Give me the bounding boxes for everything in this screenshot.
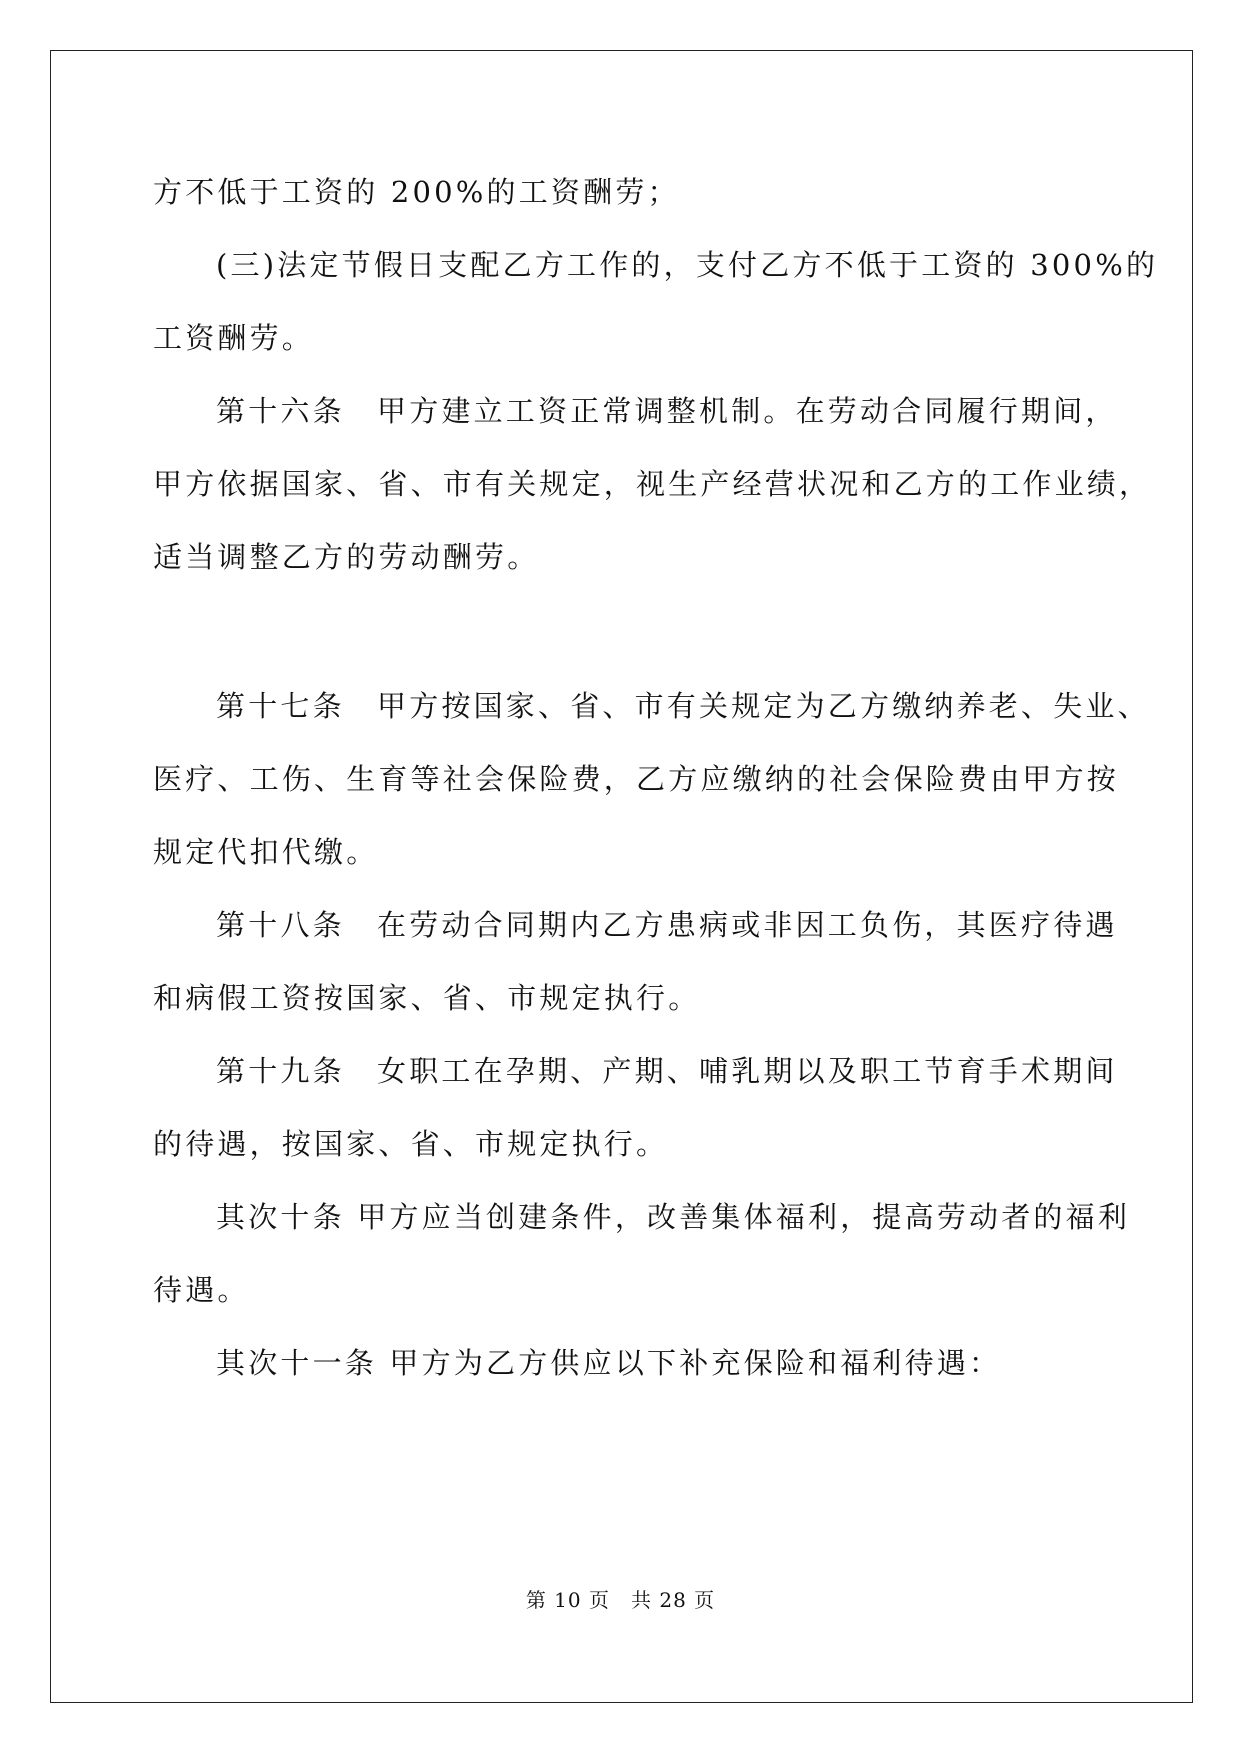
body-text-line: 甲方依据国家、省、市有关规定，视生产经营状况和乙方的工作业绩， <box>153 467 1152 501</box>
body-text-line: 规定代扣代缴。 <box>153 835 379 869</box>
article-21-heading-line: 其次十一条 甲方为乙方供应以下补充保险和福利待遇： <box>216 1346 1002 1380</box>
page-number-footer: 第 10 页 共 28 页 <box>525 1588 716 1612</box>
body-text-line: 医疗、工伤、生育等社会保险费，乙方应缴纳的社会保险费由甲方按 <box>153 762 1120 796</box>
article-20-heading-line: 其次十条 甲方应当创建条件，改善集体福利，提高劳动者的福利 <box>216 1200 1131 1234</box>
body-text-line: 的待遇，按国家、省、市规定执行。 <box>153 1127 669 1161</box>
body-text-line: (三)法定节假日支配乙方工作的，支付乙方不低于工资的 300%的 <box>216 248 1159 282</box>
article-17-heading-line: 第十七条 甲方按国家、省、市有关规定为乙方缴纳养老、失业、 <box>216 689 1150 723</box>
body-text-line: 方不低于工资的 200%的工资酬劳； <box>153 175 680 209</box>
body-text-line: 待遇。 <box>153 1273 250 1307</box>
body-text-line: 适当调整乙方的劳动酬劳。 <box>153 540 540 574</box>
body-text-line: 和病假工资按国家、省、市规定执行。 <box>153 981 701 1015</box>
article-16-heading-line: 第十六条 甲方建立工资正常调整机制。在劳动合同履行期间， <box>216 394 1118 428</box>
article-19-heading-line: 第十九条 女职工在孕期、产期、哺乳期以及职工节育手术期间 <box>216 1054 1118 1088</box>
article-18-heading-line: 第十八条 在劳动合同期内乙方患病或非因工负伤，其医疗待遇 <box>216 908 1118 942</box>
body-text-line: 工资酬劳。 <box>153 321 315 355</box>
page-border <box>50 50 1193 1703</box>
